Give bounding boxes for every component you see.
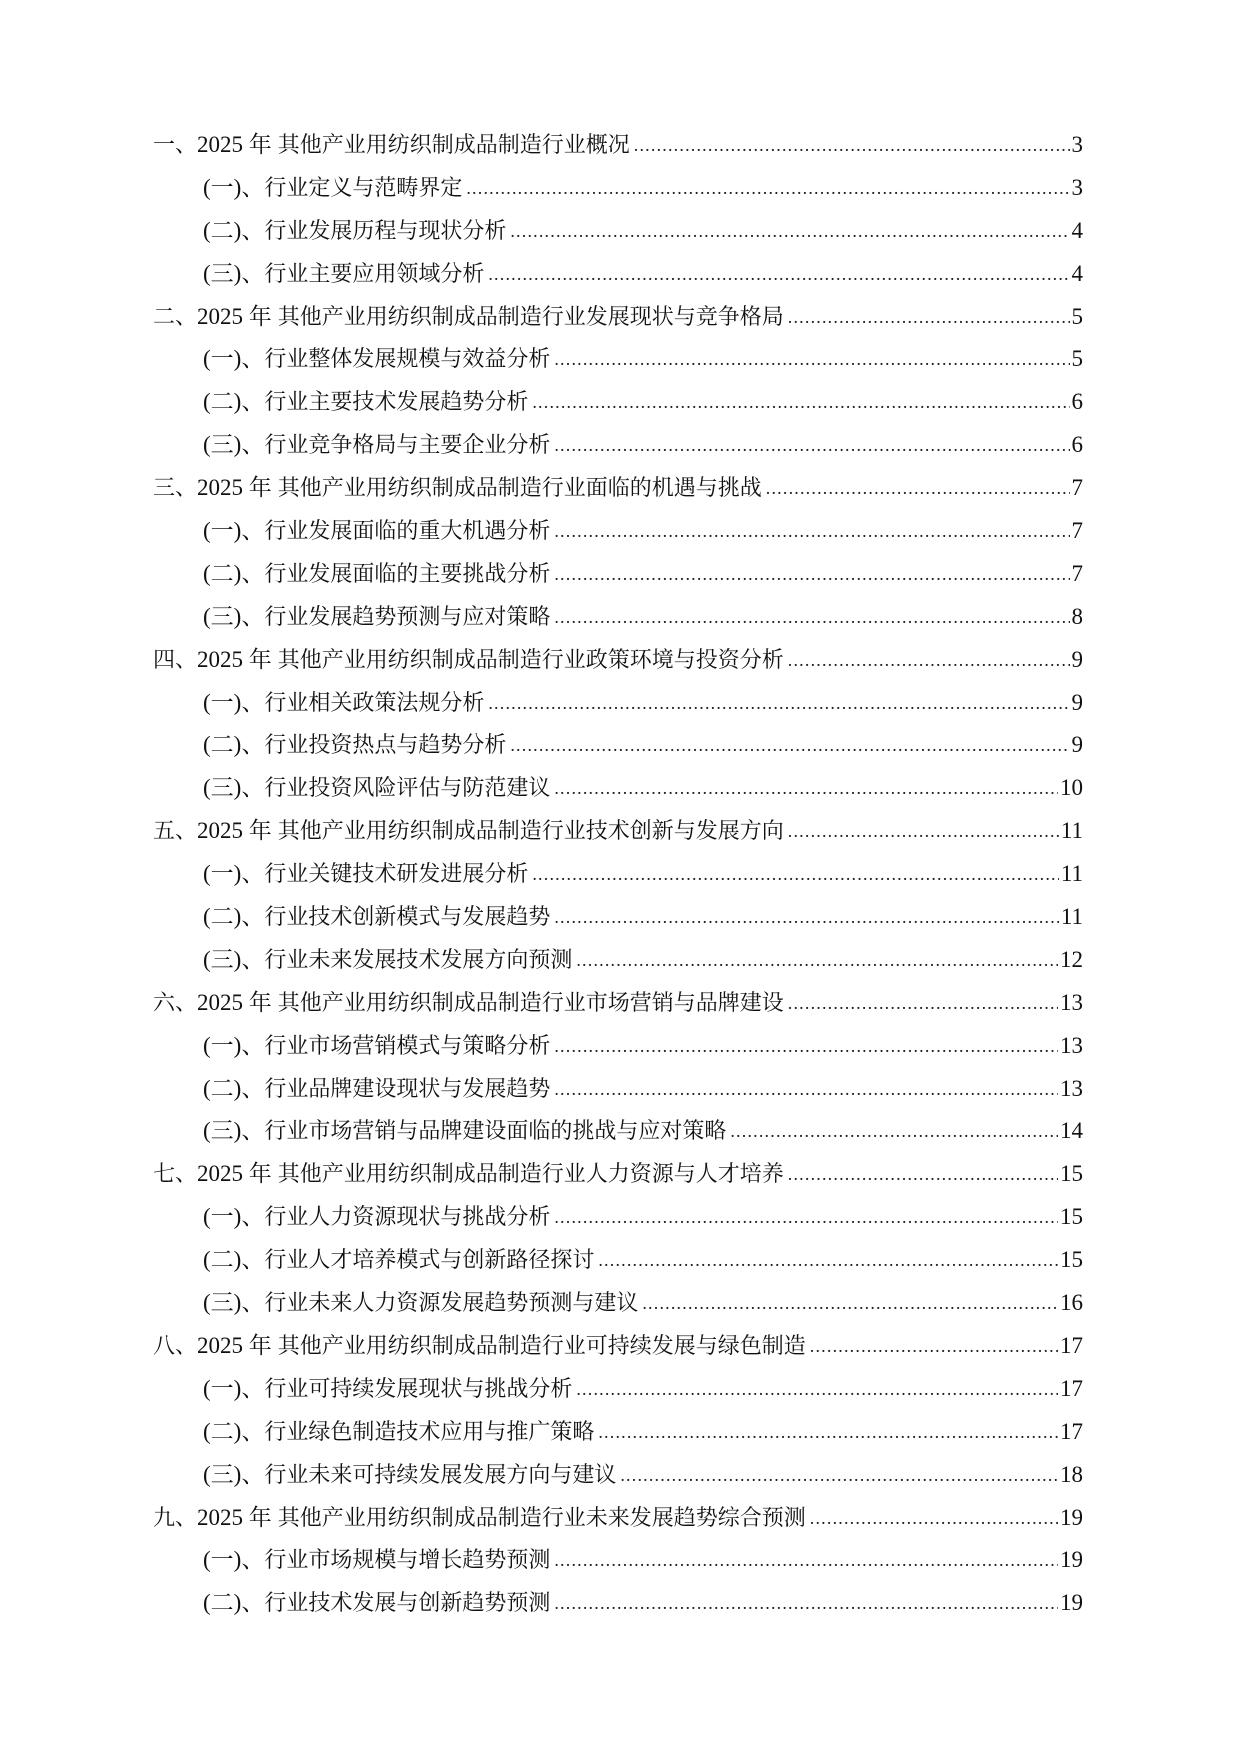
toc-section-entry[interactable] bbox=[153, 1196, 1083, 1239]
toc-entry-number: 四、 bbox=[153, 647, 198, 673]
dot-leader bbox=[788, 296, 1070, 339]
toc-entry-title: 其他产业用纺织制成品制造行业政策环境与投资分析 bbox=[277, 647, 784, 673]
toc-entry-title: 行业技术发展与创新趋势预测 bbox=[264, 1591, 551, 1617]
dot-leader bbox=[730, 1110, 1058, 1153]
toc-entry-title: 行业市场营销与品牌建设面临的挑战与应对策略 bbox=[264, 1119, 727, 1145]
toc-entry-number: (二)、 bbox=[203, 1247, 265, 1273]
toc-page-number: 16 bbox=[1060, 1290, 1083, 1316]
toc-chapter-entry[interactable] bbox=[153, 296, 1083, 339]
dot-leader bbox=[598, 1411, 1058, 1454]
toc-page-number: 3 bbox=[1071, 174, 1083, 200]
dot-leader bbox=[554, 596, 1069, 639]
toc-entry-number: 六、 bbox=[153, 990, 198, 1016]
toc-page-number: 9 bbox=[1071, 689, 1083, 715]
toc-entry-title: 行业市场规模与增长趋势预测 bbox=[264, 1548, 551, 1574]
toc-entry-title: 行业未来发展技术发展方向预测 bbox=[264, 947, 573, 973]
dot-leader bbox=[488, 682, 1069, 725]
toc-entry-number: (三)、 bbox=[203, 1118, 265, 1144]
dot-leader bbox=[532, 853, 1059, 896]
toc-page-number: 17 bbox=[1060, 1418, 1083, 1444]
toc-entry-number: (二)、 bbox=[203, 1075, 265, 1101]
toc-entry-title: 行业关键技术研发进展分析 bbox=[264, 862, 529, 888]
toc-page-number: 4 bbox=[1071, 217, 1083, 243]
toc-chapter-entry[interactable] bbox=[153, 982, 1083, 1025]
toc-entry-title: 行业竞争格局与主要企业分析 bbox=[264, 433, 551, 459]
toc-entry-number: 八、 bbox=[153, 1333, 198, 1359]
toc-entry-year: 2025 年 bbox=[197, 1332, 272, 1358]
toc-page-number: 15 bbox=[1060, 1247, 1083, 1273]
toc-entry-title: 行业整体发展规模与效益分析 bbox=[264, 347, 551, 373]
toc-page-number: 15 bbox=[1060, 1204, 1083, 1230]
dot-leader bbox=[598, 1239, 1058, 1282]
toc-entry-year: 2025 年 bbox=[197, 818, 272, 844]
toc-page-number: 17 bbox=[1060, 1375, 1083, 1401]
toc-entry-number: (一)、 bbox=[203, 689, 265, 715]
toc-section-entry[interactable] bbox=[153, 167, 1083, 210]
dot-leader bbox=[554, 424, 1069, 467]
toc-section-entry[interactable] bbox=[153, 596, 1083, 639]
toc-section-entry[interactable] bbox=[153, 338, 1083, 381]
toc-section-entry[interactable] bbox=[153, 424, 1083, 467]
toc-page-number: 5 bbox=[1071, 346, 1083, 372]
toc-page-number: 18 bbox=[1060, 1461, 1083, 1487]
toc-section-entry[interactable] bbox=[153, 381, 1083, 424]
toc-entry-title: 行业发展面临的主要挑战分析 bbox=[264, 561, 551, 587]
toc-section-entry[interactable] bbox=[153, 896, 1083, 939]
toc-chapter-entry[interactable] bbox=[153, 1497, 1083, 1540]
toc-entry-title: 其他产业用纺织制成品制造行业未来发展趋势综合预测 bbox=[277, 1505, 806, 1531]
dot-leader bbox=[554, 1025, 1058, 1068]
toc-page-number: 11 bbox=[1060, 818, 1083, 844]
toc-entry-year: 2025 年 bbox=[197, 646, 272, 672]
dot-leader bbox=[554, 1196, 1058, 1239]
toc-page-number: 7 bbox=[1071, 560, 1083, 586]
toc-entry-number: (二)、 bbox=[203, 904, 265, 930]
toc-entry-number: (一)、 bbox=[203, 1547, 265, 1573]
toc-entry-title: 其他产业用纺织制成品制造行业发展现状与竞争格局 bbox=[277, 304, 784, 330]
toc-entry-title: 行业发展趋势预测与应对策略 bbox=[264, 604, 551, 630]
dot-leader bbox=[576, 1368, 1058, 1411]
toc-chapter-entry[interactable] bbox=[153, 467, 1083, 510]
toc-page-number: 10 bbox=[1060, 775, 1083, 801]
toc-page-number: 4 bbox=[1071, 260, 1083, 286]
toc-entry-number: (一)、 bbox=[203, 1032, 265, 1058]
toc-entry-title: 行业可持续发展现状与挑战分析 bbox=[264, 1376, 573, 1402]
toc-entry-number: (一)、 bbox=[203, 346, 265, 372]
toc-entry-year: 2025 年 bbox=[197, 1161, 272, 1187]
dot-leader bbox=[554, 896, 1059, 939]
toc-entry-number: (一)、 bbox=[203, 1375, 265, 1401]
toc-entry-title: 行业定义与范畴界定 bbox=[264, 175, 463, 201]
toc-entry-year: 2025 年 bbox=[197, 1504, 272, 1530]
toc-page-number: 6 bbox=[1071, 432, 1083, 458]
dot-leader bbox=[554, 338, 1069, 381]
toc-entry-number: (三)、 bbox=[203, 603, 265, 629]
toc-page-number: 9 bbox=[1071, 646, 1083, 672]
toc-page-number: 7 bbox=[1071, 475, 1083, 501]
toc-entry-number: 五、 bbox=[153, 819, 198, 845]
toc-entry-year: 2025 年 bbox=[197, 475, 272, 501]
toc-entry-title: 行业发展面临的重大机遇分析 bbox=[264, 519, 551, 545]
toc-entry-number: 一、 bbox=[153, 133, 198, 158]
dot-leader bbox=[766, 467, 1070, 510]
toc-entry-title: 其他产业用纺织制成品制造行业面临的机遇与挑战 bbox=[277, 476, 762, 502]
dot-leader bbox=[554, 510, 1069, 553]
toc-page-number: 13 bbox=[1060, 1032, 1083, 1058]
dot-leader bbox=[620, 1454, 1058, 1497]
toc-page-number: 3 bbox=[1071, 132, 1083, 157]
toc-page-number: 7 bbox=[1071, 518, 1083, 544]
toc-section-entry[interactable] bbox=[153, 1025, 1083, 1068]
toc-entry-title: 行业投资风险评估与防范建议 bbox=[264, 776, 551, 802]
toc-entry-title: 行业人才培养模式与创新路径探讨 bbox=[264, 1248, 595, 1274]
dot-leader bbox=[554, 553, 1069, 596]
toc-chapter-entry[interactable] bbox=[153, 810, 1083, 853]
toc-section-entry[interactable] bbox=[153, 210, 1083, 253]
toc-section-entry[interactable] bbox=[153, 1539, 1083, 1582]
toc-page-number: 15 bbox=[1060, 1161, 1083, 1187]
toc-entry-number: 九、 bbox=[153, 1505, 198, 1531]
toc-entry-number: 七、 bbox=[153, 1162, 198, 1188]
dot-leader bbox=[788, 982, 1058, 1025]
toc-entry-number: (三)、 bbox=[203, 946, 265, 972]
toc-entry-number: (一)、 bbox=[203, 518, 265, 544]
toc-entry-title: 其他产业用纺织制成品制造行业技术创新与发展方向 bbox=[277, 819, 784, 845]
toc-entry-number: (一)、 bbox=[203, 1204, 265, 1230]
dot-leader bbox=[510, 210, 1069, 253]
toc-page-number: 19 bbox=[1060, 1504, 1083, 1530]
toc-section-entry[interactable] bbox=[153, 1368, 1083, 1411]
toc-section-entry[interactable] bbox=[153, 1110, 1083, 1153]
dot-leader bbox=[554, 1068, 1058, 1111]
toc-page-number: 9 bbox=[1071, 732, 1083, 758]
toc-page-number: 8 bbox=[1071, 603, 1083, 629]
dot-leader bbox=[510, 724, 1069, 767]
toc-entry-title: 行业市场营销模式与策略分析 bbox=[264, 1033, 551, 1059]
toc-entry-number: (一)、 bbox=[203, 174, 265, 200]
toc-section-entry[interactable] bbox=[153, 939, 1083, 982]
toc-entry-title: 其他产业用纺织制成品制造行业人力资源与人才培养 bbox=[277, 1162, 784, 1188]
dot-leader bbox=[788, 639, 1070, 682]
toc-entry-number: (一)、 bbox=[203, 861, 265, 887]
toc-entry-number: (二)、 bbox=[203, 732, 265, 758]
toc-entry-title: 行业人力资源现状与挑战分析 bbox=[264, 1205, 551, 1231]
toc-section-entry[interactable] bbox=[153, 553, 1083, 596]
toc-entry-year: 2025 年 bbox=[197, 132, 272, 157]
toc-entry-title: 行业绿色制造技术应用与推广策略 bbox=[264, 1419, 595, 1445]
toc-entry-number: (二)、 bbox=[203, 560, 265, 586]
toc-chapter-entry[interactable] bbox=[153, 639, 1083, 682]
dot-leader bbox=[466, 167, 1069, 210]
toc-section-entry[interactable] bbox=[153, 1068, 1083, 1111]
toc-entry-title: 行业未来可持续发展发展方向与建议 bbox=[264, 1462, 617, 1488]
toc-entry-number: (二)、 bbox=[203, 1590, 265, 1616]
toc-section-entry[interactable] bbox=[153, 724, 1083, 767]
toc-section-entry[interactable] bbox=[153, 253, 1083, 296]
toc-entry-title: 行业未来人力资源发展趋势预测与建议 bbox=[264, 1291, 639, 1317]
toc-entry-number: (二)、 bbox=[203, 217, 265, 243]
dot-leader bbox=[554, 767, 1058, 810]
toc-entry-number: 二、 bbox=[153, 304, 198, 330]
toc-section-entry[interactable] bbox=[153, 1282, 1083, 1325]
toc-entry-title: 行业主要应用领域分析 bbox=[264, 261, 485, 287]
toc-entry-number: (二)、 bbox=[203, 1418, 265, 1444]
toc-chapter-entry[interactable] bbox=[153, 1325, 1083, 1368]
toc-section-entry[interactable] bbox=[153, 853, 1083, 896]
toc-section-entry[interactable] bbox=[153, 1582, 1083, 1625]
toc-page-number: 6 bbox=[1071, 389, 1083, 415]
dot-leader bbox=[554, 1539, 1058, 1582]
dot-leader bbox=[554, 1582, 1058, 1625]
toc-page-number: 13 bbox=[1060, 1075, 1083, 1101]
toc-page-number: 5 bbox=[1071, 303, 1083, 329]
toc-section-entry[interactable] bbox=[153, 1239, 1083, 1282]
toc-section-entry[interactable] bbox=[153, 1454, 1083, 1497]
toc-page-number: 13 bbox=[1060, 989, 1083, 1015]
toc-section-entry[interactable] bbox=[153, 767, 1083, 810]
toc-entry-number: 三、 bbox=[153, 476, 198, 502]
toc-page-number: 11 bbox=[1060, 861, 1083, 887]
toc-page-number: 11 bbox=[1060, 904, 1083, 930]
dot-leader bbox=[488, 253, 1069, 296]
dot-leader bbox=[810, 1325, 1058, 1368]
dot-leader bbox=[788, 1153, 1058, 1196]
dot-leader bbox=[576, 939, 1058, 982]
toc-entry-year: 2025 年 bbox=[197, 989, 272, 1015]
dot-leader bbox=[810, 1497, 1058, 1540]
toc-entry-number: (三)、 bbox=[203, 432, 265, 458]
toc-entry-number: (三)、 bbox=[203, 260, 265, 286]
toc-section-entry[interactable] bbox=[153, 510, 1083, 553]
toc-entry-number: (三)、 bbox=[203, 775, 265, 801]
toc-entry-title: 其他产业用纺织制成品制造行业概况 bbox=[277, 133, 630, 158]
toc-section-entry[interactable] bbox=[153, 1411, 1083, 1454]
dot-leader bbox=[634, 124, 1070, 167]
toc-entry-number: (三)、 bbox=[203, 1290, 265, 1316]
toc-entry-title: 其他产业用纺织制成品制造行业可持续发展与绿色制造 bbox=[277, 1333, 806, 1359]
toc-chapter-entry[interactable] bbox=[153, 124, 1083, 167]
dot-leader bbox=[788, 810, 1059, 853]
toc-entry-title: 其他产业用纺织制成品制造行业市场营销与品牌建设 bbox=[277, 990, 784, 1016]
toc-entry-number: (三)、 bbox=[203, 1461, 265, 1487]
toc-entry-title: 行业相关政策法规分析 bbox=[264, 690, 485, 716]
toc-entry-title: 行业技术创新模式与发展趋势 bbox=[264, 905, 551, 931]
toc-entry-number: (二)、 bbox=[203, 389, 265, 415]
dot-leader bbox=[532, 381, 1069, 424]
toc-page-number: 14 bbox=[1060, 1118, 1083, 1144]
dot-leader bbox=[642, 1282, 1058, 1325]
toc-chapter-entry[interactable] bbox=[153, 1153, 1083, 1196]
toc-section-entry[interactable] bbox=[153, 682, 1083, 725]
toc-page-number: 19 bbox=[1060, 1547, 1083, 1573]
toc-page-number: 19 bbox=[1060, 1590, 1083, 1616]
toc-entry-title: 行业投资热点与趋势分析 bbox=[264, 733, 507, 759]
toc-entry-title: 行业品牌建设现状与发展趋势 bbox=[264, 1076, 551, 1102]
toc-page-number: 17 bbox=[1060, 1332, 1083, 1358]
toc-entry-title: 行业主要技术发展趋势分析 bbox=[264, 390, 529, 416]
toc-page-number: 12 bbox=[1060, 946, 1083, 972]
toc-entry-year: 2025 年 bbox=[197, 303, 272, 329]
table-of-contents bbox=[153, 124, 1083, 1625]
toc-entry-title: 行业发展历程与现状分析 bbox=[264, 218, 507, 244]
